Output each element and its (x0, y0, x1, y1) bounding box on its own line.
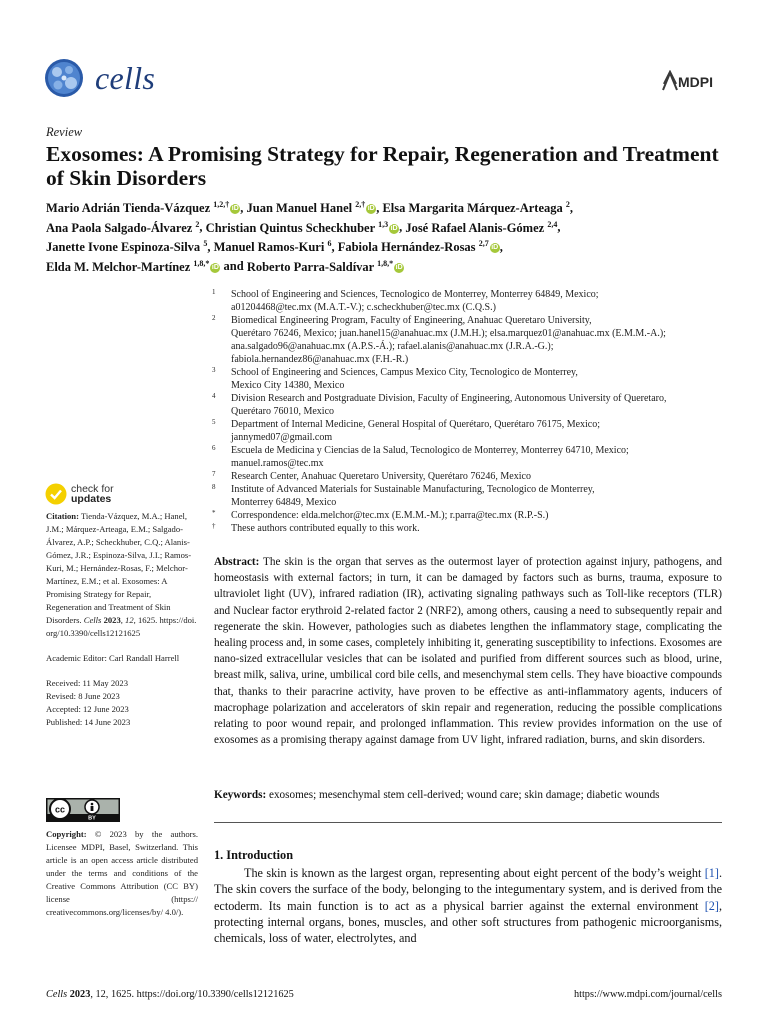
orcid-icon[interactable]: iD (395, 263, 403, 271)
section-title: 1. Introduction (214, 848, 294, 862)
author-affiliation-marker: 1,2,† (213, 200, 230, 209)
citation-volume: 12 (125, 615, 134, 625)
affiliation-item (212, 522, 732, 535)
affiliation-line: fabiola.hernandez86@anahuac.mx (F.H.-R.) (231, 354, 409, 365)
footer-citation (46, 989, 294, 1000)
author-name (382, 201, 569, 215)
affiliation-line: School of Engineering and Sciences, Campus Mexico City, Tecnologico de Monterrey, (231, 367, 578, 378)
orcid-icon[interactable]: iD (367, 205, 375, 213)
author-text: Christian Quintus Scheckhuber (205, 220, 375, 235)
section-divider (214, 822, 722, 823)
affiliation-item (212, 366, 732, 392)
cc-by-label: BY (88, 815, 96, 822)
intro-paragraph (214, 865, 722, 946)
author-separator: , (376, 201, 383, 216)
article-type: Review (46, 125, 83, 139)
affiliation-marker: 5 (212, 418, 216, 426)
affiliation-line: Mexico City 14380, Mexico (231, 380, 345, 391)
publisher-name: MDPI (678, 74, 713, 90)
citation-doi[interactable]: https://doi.org/10.3390/cells12121625 (46, 615, 197, 638)
academic-editor (46, 652, 198, 665)
author-affiliation-marker: 2,7 (478, 238, 489, 248)
affiliation-marker: 2 (212, 314, 216, 322)
affiliation-item (212, 444, 732, 470)
affiliation-line: Biomedical Engineering Program, Faculty of Engineering, Anahuac Queretaro University, (231, 315, 592, 326)
orcid-icon[interactable]: iD (390, 224, 398, 232)
citation-journal: Cells (83, 615, 102, 625)
author-text: Manuel Ramos-Kuri (213, 240, 325, 255)
author-name (46, 221, 199, 235)
author-name (46, 201, 240, 215)
abstract-text: The skin is the organ that serves as the outermost layer of protection against injury, pathogens, and homeostasis with external factors; in turn, it can be damaged by factors such as burns, trauma, exposure to ultraviolet light (UV), infrared radiation (IR), activating signaling pathways such as Toll-like receptors (TLR) and Nuclear factor erythroid 2-related factor 2 (NRF2), among others, causing a need to subsequently repair and regenerate the skin. However, pathologies such as diabetes lengthen the inflammatory stage, complicating the healing process and, in some cases, completely inhibiting it, generating susceptibility to infections. Exosomes are nano-sized extracellular vesicles that can be isolated and purified from different sources such as blood, urine, breast milk, saliva, urine, umbilical cord bile cells, and mesenchymal stem cells. They have bioactive compounds that, thanks to their paracrine activity, have proven to be effective as anti-inflammatory agents, inducers of macrophage polarization and accelerators of skin repair and regeneration, reducing the possible complications relating to poor wound repair, and prolonged inflammation. This review provides information on the use of exosomes as a promising therapy against damage from UV light, infrared radiation, burns, and skin disorders. (214, 556, 722, 747)
author-list (46, 197, 726, 275)
abstract-label: Abstract: (214, 556, 260, 568)
check-for-updates-icon (45, 483, 67, 505)
affiliation-item (212, 483, 732, 509)
author-name (214, 240, 332, 254)
affiliation-line: Monterrey 64849, Mexico (231, 497, 337, 508)
author-name (405, 221, 557, 235)
author-text: Mario Adrián Tienda-Vázquez (46, 201, 211, 216)
affiliation-line: Research Center, Anahuac Queretaro University, Querétaro 76246, Mexico (231, 471, 531, 482)
citation-label: Citation: (46, 511, 79, 521)
affiliation-marker: 3 (212, 366, 216, 374)
affiliation-line: Querétaro 76010, Mexico (231, 406, 335, 417)
author-name (338, 240, 500, 254)
citation: Citation: Tienda-Vázquez, M.A.; Hanel, J.M.; Márquez-Arteaga, E.M.; Salgado-Álvarez, A.P.; Scheckhuber, C.Q.; Alanis-Gómez, J.R.; Espinoza-Silva, J.I.; Ramos-Kuri, M.; Hernández-Rosas, F.; Melchor-Martínez, E.M.; et al. Exosomes: A Promising Strategy for Repair, Regeneration and Treatment of Skin Disorders. Cells 2023, 12, 1625. https://doi.org/10.3390/cells12121625 (46, 511, 197, 638)
affiliations (212, 288, 732, 535)
date-received: Received: 11 May 2023 (46, 678, 129, 688)
citation-text: Tienda-Vázquez, M.A.; Hanel, J.M.; Márquez-Arteaga, E.M.; Salgado-Álvarez, A.P.; Scheckhuber, C.Q.; Alanis-Gómez, J.R.; Espinoza-Silva, J.I.; Ramos-Kuri, M.; Hernández-Rosas, F.; Melchor-Martínez, E.M.; et al. Exosomes: A Promising Strategy for Repair, Regeneration and Treatment of Skin Disorders. (46, 511, 192, 625)
affiliation-marker: † (212, 522, 216, 530)
footer-rest: , 12, 1625. https://doi.org/10.3390/cells12121625 (90, 989, 294, 1000)
svg-text:cc: cc (54, 804, 66, 815)
affiliation-line: Escuela de Medicina y Ciencias de la Salud, Tecnologico de Monterrey, Monterrey 64710, Mexico; (231, 445, 629, 456)
date-published: Published: 14 June 2023 (46, 717, 131, 727)
author-separator: , (240, 201, 247, 216)
author-name (206, 221, 399, 235)
reference-link[interactable]: [2] (704, 898, 719, 913)
affiliation-marker: 4 (212, 392, 216, 400)
affiliation-line: Correspondence: elda.melchor@tec.mx (E.M.M.-M.); r.parra@tec.mx (R.P.-S.) (231, 510, 549, 521)
author-separator: and (220, 259, 247, 274)
author-separator: , (207, 240, 214, 255)
author-affiliation-marker: 2 (195, 219, 200, 229)
footer-year: 2023 (69, 989, 91, 1000)
intro-text-b: . The skin covers the surface of the body, belonging to the integumentary system, and is derived from the ectoderm. Its main function is to act as a physical barrier against the external environment (214, 866, 722, 913)
intro-text-c: , protecting internal organs, bones, muscles, and other soft structures from pathogenic microorganisms, chemicals, loss of water, electrolytes, and (214, 898, 722, 946)
affiliation-line: Querétaro 76246, Mexico; juan.hanel15@anahuac.mx (J.M.H.); elsa.marquez01@anahuac.mx (E.M.M.-A.); (231, 328, 666, 339)
orcid-icon[interactable]: iD (211, 263, 219, 271)
keywords-label: Keywords: (214, 789, 267, 801)
affiliation-marker: 7 (212, 470, 216, 478)
author-separator: , (557, 220, 561, 235)
affiliation-line: These authors contributed equally to this work. (231, 523, 420, 534)
affiliation-line: Division Research and Postgraduate Division, Faculty of Engineering, Autonomous University of Queretaro, (231, 393, 667, 404)
author-affiliation-marker: 2,4 (547, 219, 558, 229)
orcid-icon[interactable]: iD (491, 244, 499, 252)
citation-year: 2023 (103, 615, 121, 625)
author-separator: , (399, 220, 406, 235)
footer-journal: Cells (46, 989, 68, 1000)
cells-journal-logo-icon (44, 58, 84, 98)
affiliation-line: School of Engineering and Sciences, Tecnologico de Monterrey, Monterrey 64849, Mexico; (231, 289, 599, 300)
mdpi-logo-icon (661, 70, 721, 92)
keywords-text: exosomes; mesenchymal stem cell-derived; wound care; skin damage; diabetic wounds (269, 789, 660, 801)
affiliation-item (212, 418, 732, 444)
copyright (46, 828, 198, 919)
date-accepted: Accepted: 12 June 2023 (46, 704, 129, 714)
editor-name: Carl Randall Harrell (109, 653, 180, 663)
affiliation-line: Department of Internal Medicine, General Hospital of Querétaro, Querétaro 76175, Mexico; (231, 419, 601, 430)
affiliation-line: manuel.ramos@tec.mx (231, 458, 324, 469)
keywords (214, 788, 722, 803)
affiliation-marker: * (212, 509, 216, 517)
author-name (46, 260, 220, 274)
author-separator: , (499, 240, 503, 255)
affiliation-line: ana.salgado96@anahuac.mx (A.P.S.-Á.); rafael.alanis@anahuac.mx (J.R.A.-G.); (231, 341, 554, 352)
affiliation-item (212, 314, 732, 366)
author-affiliation-marker: 5 (203, 238, 208, 248)
affiliation-item (212, 392, 732, 418)
author-text: Roberto Parra-Saldívar (246, 259, 374, 274)
author-name (46, 240, 207, 254)
affiliation-marker: 1 (212, 288, 216, 296)
check-line1: check for (71, 483, 114, 495)
affiliation-marker: 8 (212, 483, 216, 491)
citation-pages: 1625. (137, 615, 158, 625)
cc-by-license-icon[interactable] (46, 798, 120, 822)
author-affiliation-marker: 6 (327, 238, 332, 248)
author-name (247, 260, 404, 274)
affiliation-line: Institute of Advanced Materials for Sustainable Manufacturing, Tecnologico de Monterrey, (231, 484, 595, 495)
author-text: Ana Paola Salgado-Álvarez (46, 220, 193, 235)
author-affiliation-marker: 2,† (355, 200, 366, 209)
author-text: Elsa Margarita Márquez-Arteaga (382, 201, 563, 216)
editor-label: Academic Editor: (46, 653, 107, 663)
author-affiliation-marker: 1,8,* (193, 258, 210, 268)
date-revised: Revised: 8 June 2023 (46, 691, 120, 701)
author-text: Janette Ivone Espinoza-Silva (46, 240, 201, 255)
article-title: Exosomes: A Promising Strategy for Repair, Regeneration and Treatment of Skin Disorders (46, 142, 719, 190)
author-separator: , (199, 220, 206, 235)
copyright-label: Copyright: (46, 829, 87, 839)
author-text: Elda M. Melchor-Martínez (46, 259, 191, 274)
author-text: José Rafael Alanis-Gómez (405, 220, 545, 235)
dates (46, 677, 198, 729)
reference-link[interactable]: [1] (704, 866, 719, 880)
author-affiliation-marker: 2 (565, 200, 570, 209)
affiliation-item (212, 288, 732, 314)
affiliation-item (212, 470, 732, 483)
orcid-icon[interactable]: iD (231, 205, 239, 213)
journal-name: cells (95, 60, 156, 96)
intro-text-a: The skin is known as the largest organ, representing about eight percent of the body’s weight (244, 866, 705, 880)
affiliation-marker: 6 (212, 444, 216, 452)
author-affiliation-marker: 1,8,* (377, 258, 394, 268)
author-separator: , (569, 201, 573, 216)
check-for-updates-button[interactable] (45, 482, 125, 508)
author-affiliation-marker: 1,3 (378, 219, 389, 229)
affiliation-line: a01204468@tec.mx (M.A.T.-V.); c.scheckhuber@tec.mx (C.Q.S.) (231, 302, 496, 313)
footer-journal-url[interactable]: https://www.mdpi.com/journal/cells (573, 989, 722, 1000)
affiliation-item (212, 509, 732, 522)
copyright-text: © 2023 by the authors. Licensee MDPI, Basel, Switzerland. This article is an open access article distributed under the terms and conditions of the Creative Commons Attribution (CC BY) license (https:// creativecommons.org/licenses/by/ 4.0/). (46, 829, 198, 917)
author-text: Juan Manuel Hanel (246, 201, 353, 216)
affiliation-line: jannymed07@gmail.com (231, 432, 333, 443)
check-line2: updates (71, 493, 112, 505)
author-separator: , (331, 240, 338, 255)
left-column (46, 510, 198, 729)
author-text: Fabiola Hernández-Rosas (337, 240, 476, 255)
abstract (214, 554, 722, 748)
author-name (247, 201, 377, 215)
